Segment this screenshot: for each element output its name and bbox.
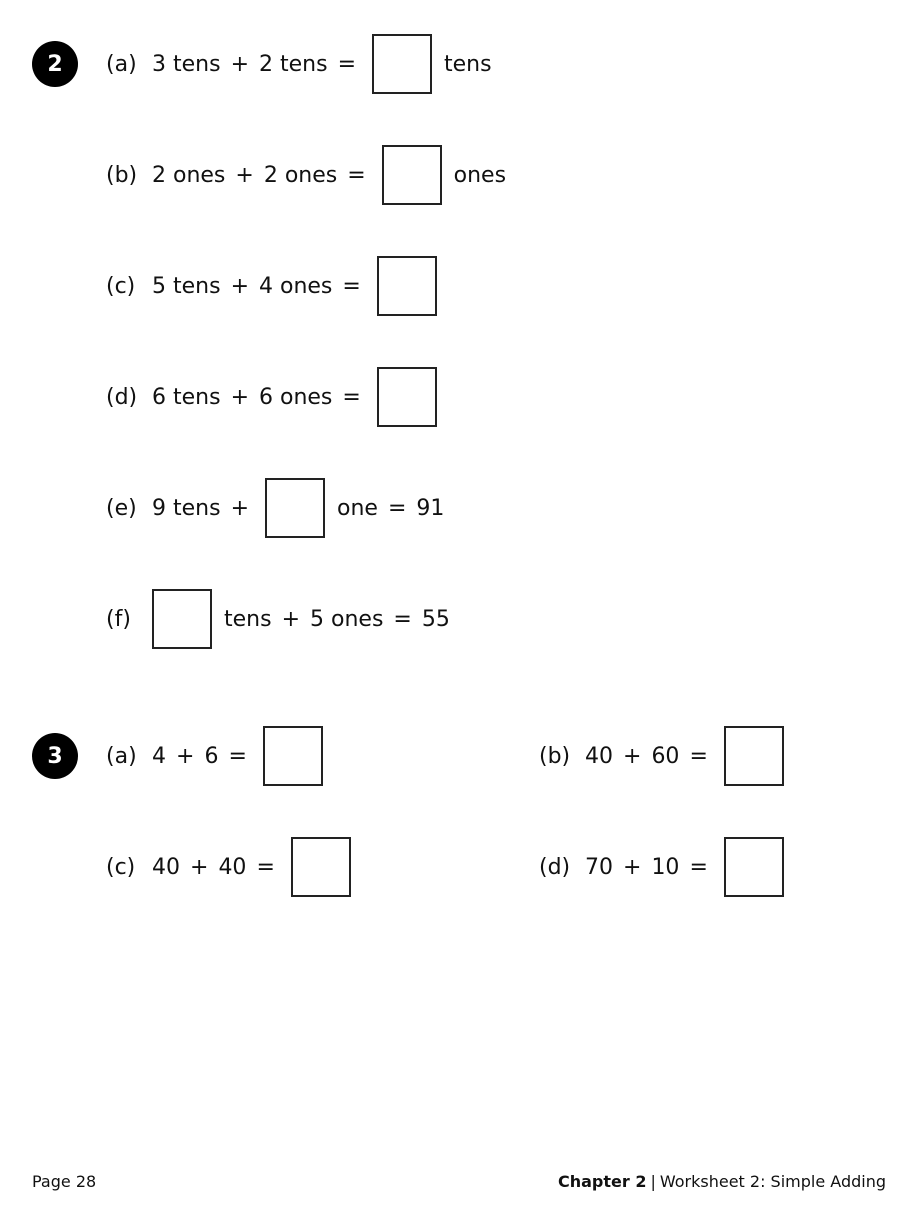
term-1: 2 ones [152,162,226,188]
term-1: 3 tens [152,51,221,77]
question-2b [106,143,506,207]
term-2: 6 ones [259,384,333,410]
addend-2: 60 [651,743,680,769]
addend-1: 4 [152,743,166,769]
answer-box-3d[interactable] [724,837,784,897]
answer-box-2c[interactable] [377,256,437,316]
addend-1: 40 [152,854,180,880]
answer-box-2b[interactable] [382,145,442,205]
equals-sign: = [342,384,361,410]
question-3c [106,835,363,899]
addend-2: 40 [218,854,247,880]
question-2-number [32,41,78,87]
equals-sign: = [689,743,708,769]
plus-sign: + [623,854,642,880]
equals-sign: = [347,162,366,188]
equals-sign: = [342,273,361,299]
plus-sign: + [230,495,249,521]
addend-1: 40 [585,743,613,769]
part-label: (f) [106,606,131,632]
question-3-number [32,733,78,779]
answer-box-3a[interactable] [263,726,323,786]
question-2a [106,32,492,96]
part-label: (c) [106,854,136,880]
answer-box-2a[interactable] [372,34,432,94]
equals-sign: = [387,495,407,521]
part-label: (a) [106,51,137,77]
question-3d [539,835,796,899]
unit-text: tens [444,51,492,77]
answer-box-3c[interactable] [291,837,351,897]
plus-sign: + [230,384,249,410]
question-2c [106,254,449,318]
answer-box-2d[interactable] [377,367,437,427]
result-value: 55 [421,606,450,632]
term-2: 5 ones [310,606,384,632]
plus-sign: + [623,743,642,769]
term-1: 5 tens [152,273,221,299]
addend-2: 10 [651,854,680,880]
unit-text: one [337,495,378,521]
term-2: 2 ones [263,162,338,188]
part-label: (b) [539,743,571,769]
part-label: (a) [106,743,137,769]
answer-box-2f[interactable] [152,589,212,649]
addend-1: 70 [585,854,613,880]
result-value: 91 [416,495,445,521]
plus-sign: + [235,162,254,188]
equals-sign: = [228,743,247,769]
question-2e [106,476,444,540]
question-3a [106,724,335,788]
part-label: (c) [106,273,136,299]
term-2: 4 ones [259,273,333,299]
plus-sign: + [230,51,249,77]
part-label: (e) [106,495,137,521]
part-label: (d) [539,854,571,880]
plus-sign: + [281,606,301,632]
addend-2: 6 [204,743,219,769]
term-1: 9 tens [152,495,221,521]
footer-separator: | [650,1172,656,1191]
equals-sign: = [256,854,275,880]
chapter-title: Chapter 2 [557,1172,647,1191]
page-number [32,1172,96,1191]
term-2: 2 tens [259,51,328,77]
question-2d [106,365,449,429]
plus-sign: + [176,743,195,769]
equals-sign: = [393,606,412,632]
plus-sign: + [230,273,249,299]
question-3b [539,724,796,788]
equals-sign: = [689,854,708,880]
unit-text: tens [224,606,272,632]
answer-box-3b[interactable] [724,726,784,786]
question-2f [106,587,450,651]
part-label: (d) [106,384,138,410]
page-number-text: Page 28 [32,1172,97,1191]
chapter-footer [558,1172,886,1191]
equals-sign: = [337,51,356,77]
answer-box-2e[interactable] [265,478,325,538]
plus-sign: + [190,854,209,880]
worksheet-title: Worksheet 2: Simple Adding [659,1172,886,1191]
question-2-number-text: 2 [47,51,63,77]
question-3-number-text: 3 [47,743,63,769]
part-label: (b) [106,162,138,188]
unit-text: ones [453,162,507,188]
term-1: 6 tens [152,384,221,410]
